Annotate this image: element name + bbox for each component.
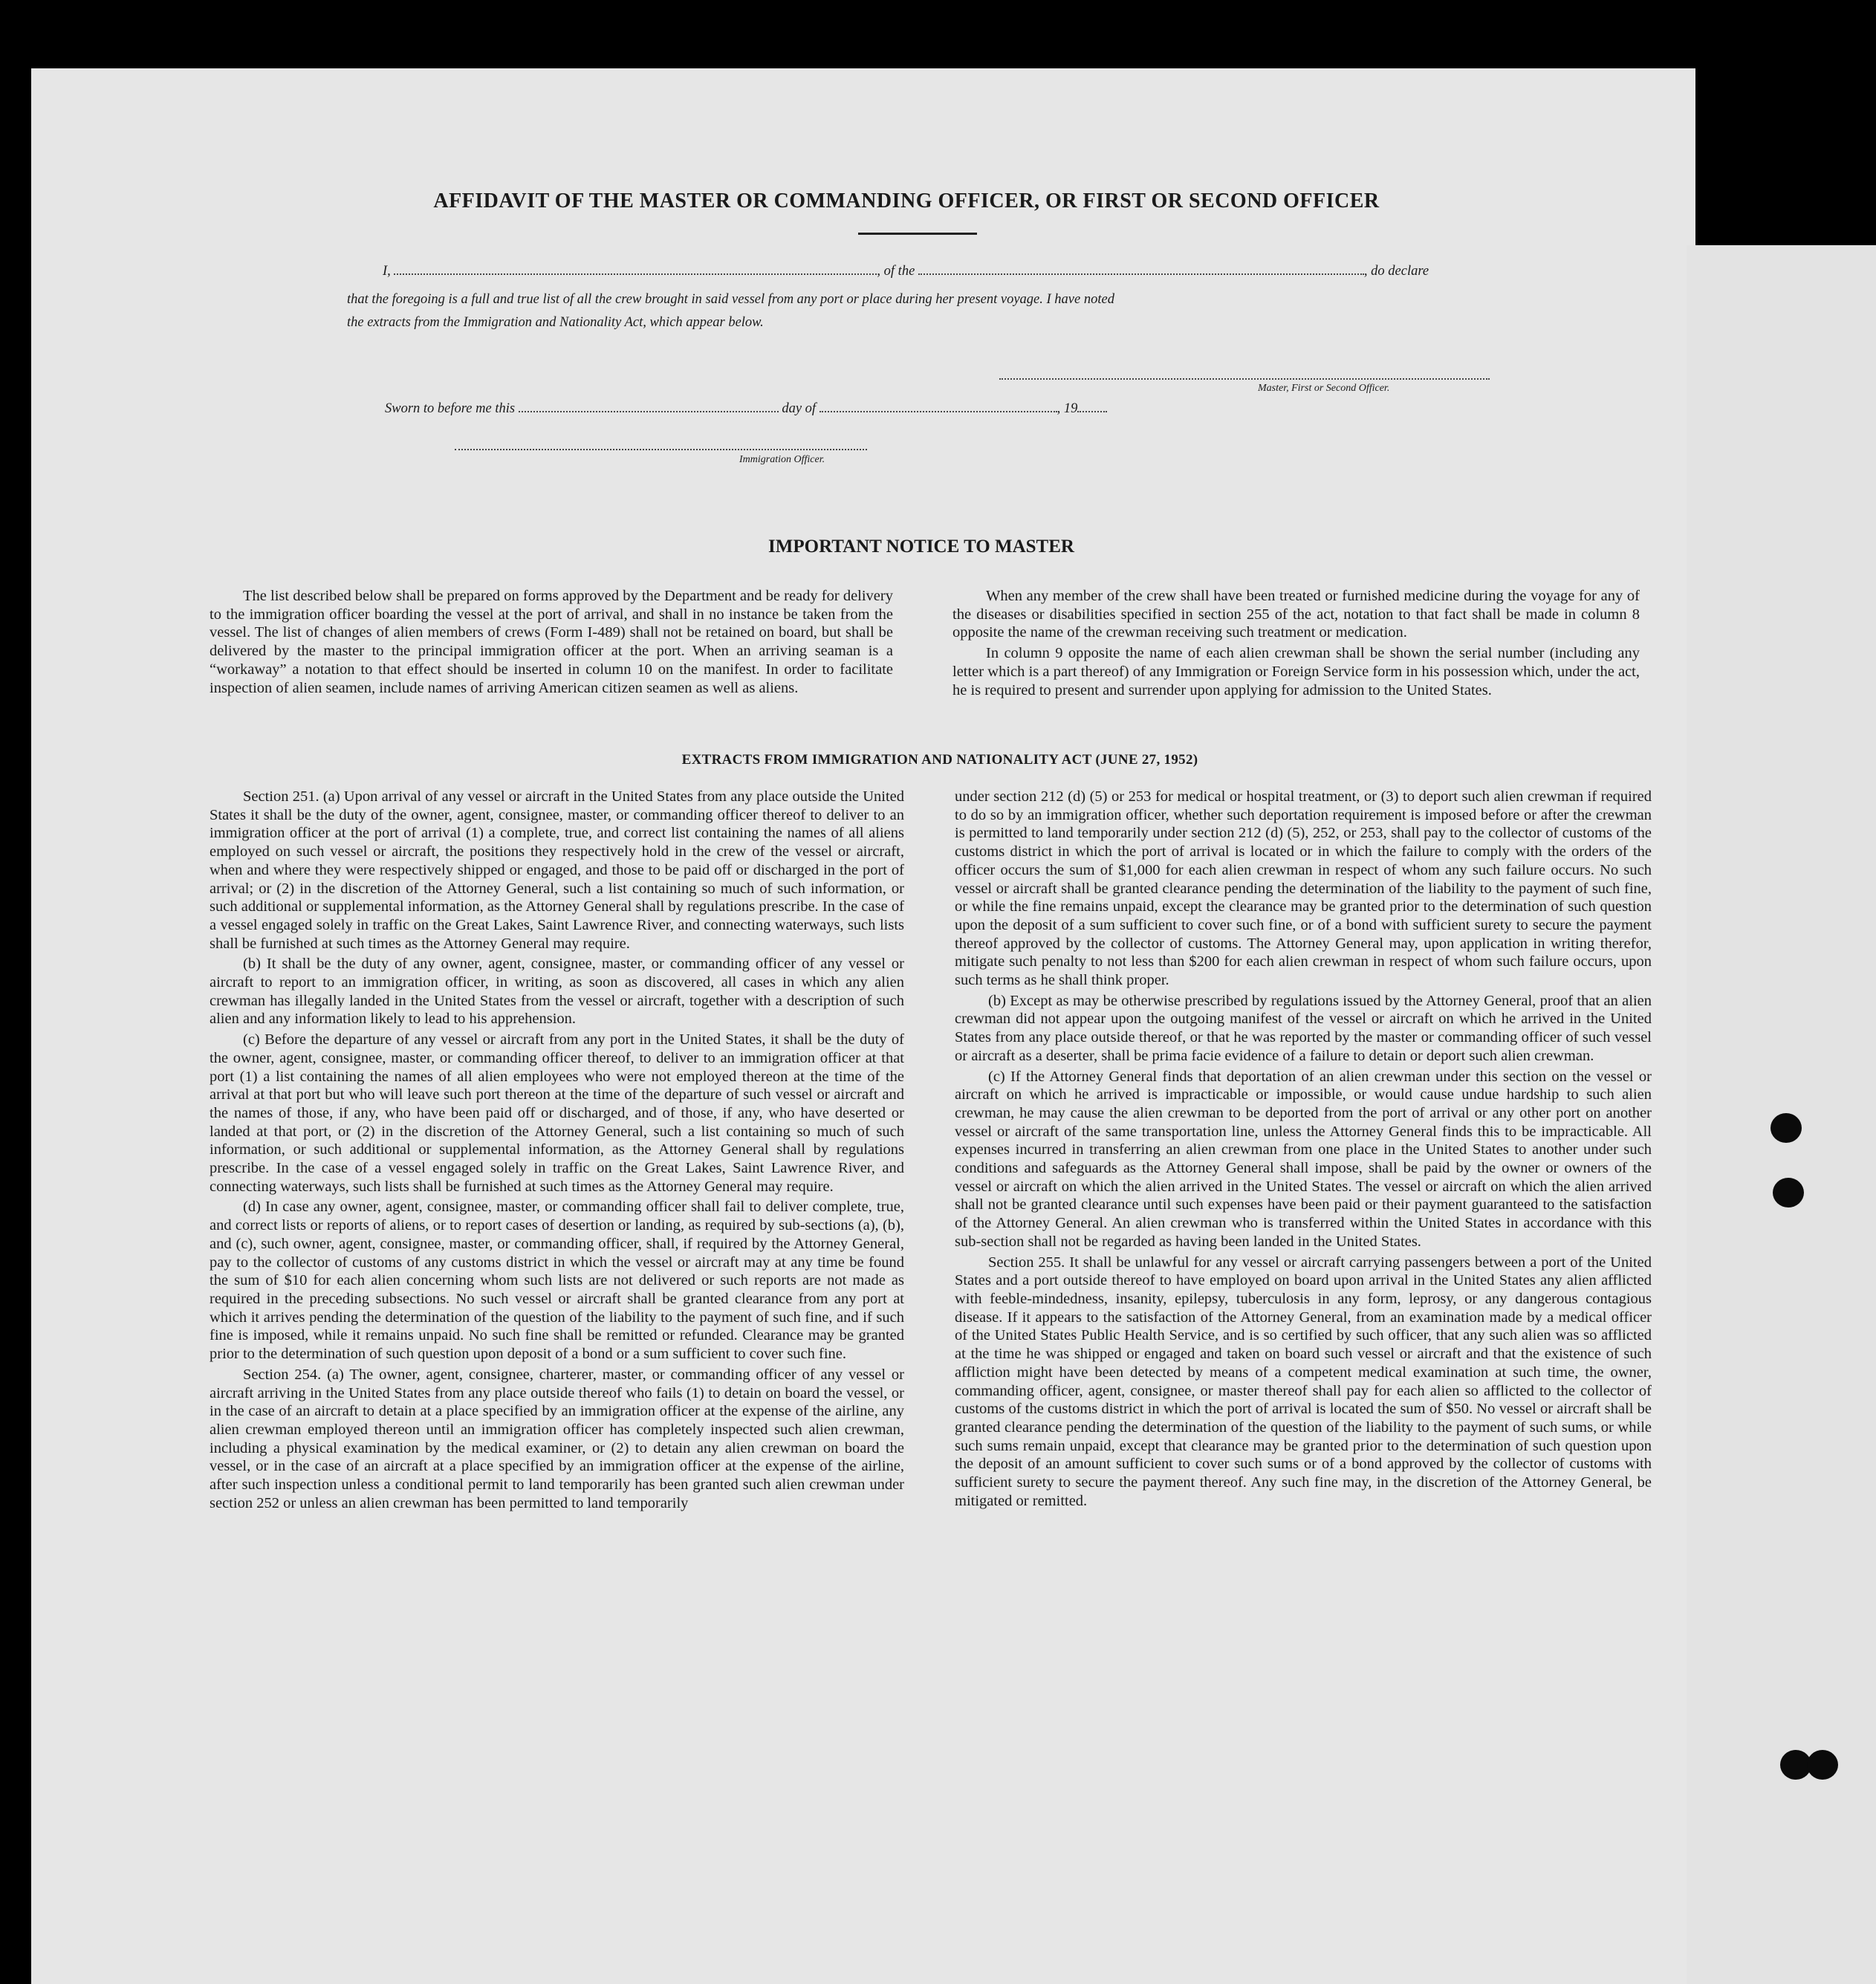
punch-hole <box>1770 1113 1802 1143</box>
vessel-name-field[interactable] <box>918 273 1364 275</box>
day-of-label: day of <box>782 401 817 416</box>
year-label: , 19 <box>1057 401 1078 416</box>
master-caption: Master, First or Second Officer. <box>1258 383 1390 394</box>
title-underline <box>858 233 977 235</box>
sworn-line <box>385 401 1107 417</box>
notice-title: IMPORTANT NOTICE TO MASTER <box>768 536 1074 557</box>
notice-left-column <box>210 587 893 699</box>
extracts-left-column <box>210 788 904 1514</box>
extract-paragraph: Section 254. (a) The owner, agent, consignee, charterer, master, or commanding officer of any vessel or aircraft arriving in the United States from any place outside thereof who fails (1) to detain on board the vessel, or in the case of an aircraft to detain at a place specified by an immigration officer at the expense of the airline, any alien crewman employed thereon until an immigration officer has completely inspected such alien crewman, including a physical examination by the medical examiner, or (2) to detain any alien crewman on board the vessel, or in the case of an aircraft at a place specified by an immigration officer at the expense of the airline, after such inspection unless a conditional permit to land temporarily has been granted such alien crewman under section 252 or unless an alien crewman has been permitted to land temporarily <box>210 1366 904 1511</box>
declarant-label: I, <box>383 264 391 279</box>
extract-paragraph: under section 212 (d) (5) or 253 for medical or hospital treatment, or (3) to deport such alien crewman if required to do so by an immigration officer, whether such deportation requirement is imposed before or after the crewman is permitted to land temporarily under section 212 (d) (5), 252, or 253, shall pay to the collector of customs of the customs district in which the port of arrival is located or in which the failure to comply with the orders of the officer occurs the sum of $1,000 for each alien crewman in respect of whom any such failure occurs. No such vessel or aircraft shall be granted clearance pending the determination of the liability to the payment of such fine, or while the fine remains unpaid, except the clearance may be granted prior to the determination of such question upon the deposit of a sum sufficient to cover such fine, or of a bond with sufficient surety to secure the payment thereof approved by the collector of customs. The Attorney General may, upon application in writing therefor, mitigate such penalty to not less than $200 for each alien crewman in respect of whom such failure occurs, upon such terms as he shall think proper. <box>955 788 1652 989</box>
extracts-title: EXTRACTS FROM IMMIGRATION AND NATIONALITY ACT (JUNE 27, 1952) <box>681 752 1198 768</box>
immigration-officer-signature-field[interactable] <box>455 448 867 450</box>
sworn-year-field[interactable] <box>1077 410 1107 412</box>
declare-label: , do declare <box>1363 264 1429 279</box>
affidavit-line-2: that the foregoing is a full and true list of all the crew brought in said vessel from any port or place during her present voyage. I have noted <box>347 292 1114 307</box>
affidavit-line-3: the extracts from the Immigration and Nationality Act, which appear below. <box>347 315 764 330</box>
extract-paragraph: (b) It shall be the duty of any owner, agent, consignee, master, or commanding officer of any vessel or aircraft to report to an immigration officer, in writing, as soon as discovered, all cases in which any alien crewman has illegally landed in the United States from the vessel or aircraft, together with a description of such alien and any information likely to lead to his apprehension. <box>210 956 904 1028</box>
master-signature-field[interactable] <box>999 377 1490 380</box>
extract-paragraph: (b) Except as may be otherwise prescribed by regulations issued by the Attorney General, proof that an alien crewman did not appear upon the outgoing manifest of the vessel or aircraft on which he arrived in the United States from any place outside thereof, or that he was reported by the master or commanding officer of such vessel or aircraft as a deserter, shall be prima facie evidence of a failure to detain or deport such alien crewman. <box>955 992 1652 1064</box>
extract-paragraph: (d) In case any owner, agent, consignee, master, or commanding officer shall fail to deliver complete, true, and correct lists or reports of aliens, or to report cases of desertion or landing, as required by sub-sections (a), (b), and (c), such owner, agent, consignee, master, or commanding officer, shall, if required by the Attorney General, pay to the collector of customs of any customs district in which the vessel or aircraft may at any time be found the sum of $10 for each alien concerning whom such lists are not delivered or such reports are not made as required in the preceding subsections. No such vessel or aircraft shall be granted clearance from any port at which it arrives pending the determination of the question of the liability to the payment of such fine, and if such fine is imposed, while it remains unpaid. No such fine shall be remitted or refunded. Clearance may be granted prior to the determination of such question upon deposit of a bond or a sum sufficient to cover such fine. <box>210 1199 904 1363</box>
sworn-day-field[interactable] <box>519 410 779 412</box>
sworn-month-field[interactable] <box>819 410 1057 412</box>
notice-paragraph: The list described below shall be prepared on forms approved by the Department and be ready for delivery to the immigration officer boarding the vessel at the port of arrival, and shall in no instance be taken from the vessel. The list of changes of alien members of crews (Form I-489) shall not be retained on board, but shall be delivered by the master to the principal immigration officer at the port. When an arriving seaman is a “workaway” a notation to that effect should be inserted in column 10 on the manifest. In order to facilitate inspection of alien seamen, include names of arriving American citizen seamen as well as aliens. <box>210 588 893 696</box>
affidavit-line-1 <box>383 264 1429 279</box>
affidavit-title: AFFIDAVIT OF THE MASTER OR COMMANDING OFFICER, OR FIRST OR SECOND OFFICER <box>433 189 1380 213</box>
notice-right-column <box>952 587 1640 701</box>
extract-paragraph: (c) If the Attorney General finds that deportation of an alien crewman under this section on the vessel or aircraft on which he arrived is impracticable or impossible, or would cause undue hardship to such alien crewman, he may cause the alien crewman to be deported from the port of arrival or any other port on another vessel or aircraft of the same transportation line, unless the Attorney General finds this to be impracticable. All expenses incurred in transferring an alien crewman from one place in the United States to another under such conditions and safeguards as the Attorney General shall impose, shall be paid by the owner or owners of the vessel or aircraft on which the alien arrived in the United States. The vessel or aircraft on which the alien arrived shall not be granted clearance until such expenses have been paid or their payment guaranteed to the satisfaction of the Attorney General. An alien crewman who is transferred within the United States in accordance with this sub-section shall not be regarded as having been landed in the United States. <box>955 1068 1652 1250</box>
punch-hole <box>1773 1178 1804 1207</box>
extract-paragraph: Section 255. It shall be unlawful for any vessel or aircraft carrying passengers between a port of the United States and a port outside thereof to have employed on board upon arrival in the United States any alien afflicted with feeble-mindedness, insanity, epilepsy, tuberculosis in any form, leprosy, or any dangerous contagious disease. If it appears to the satisfaction of the Attorney General, from an examination made by a medical officer of the United States Public Health Service, and is so certified by such officer, that any such alien was so afflicted at the time he was shipped or engaged and taken on board such vessel or aircraft and that the existence of such affliction might have been detected by means of a competent medical examination at such time, the owner, commanding officer, agent, consignee, or master thereof shall pay for each alien so afflicted to the collector of customs of the customs district in which the port of arrival is located the sum of $50. No vessel or aircraft shall be granted clearance pending the determination of the question of the liability to the payment of such sums, or while such sums remain unpaid, except that clearance may be granted prior to the determination of such question upon the deposit of an amount sufficient to cover such sums or of a bond approved by the collector of customs with sufficient surety to secure the payment thereof. Any such fine may, in the discretion of the Attorney General, be mitigated or remitted. <box>955 1254 1652 1509</box>
notice-paragraph: In column 9 opposite the name of each alien crewman shall be shown the serial number (including any letter which is a part thereof) of any Immigration or Foreign Service form in his possession which, under the act, he is required to present and surrender upon applying for admission to the United States. <box>952 645 1640 698</box>
punch-hole <box>1807 1750 1838 1780</box>
vessel-label: , of the <box>877 264 915 279</box>
immigration-officer-caption: Immigration Officer. <box>739 454 825 465</box>
extract-paragraph: Section 251. (a) Upon arrival of any vessel or aircraft in the United States from any place outside the United States it shall be the duty of the owner, agent, consignee, master, or commanding officer thereof to deliver to an immigration officer at the port of arrival (1) a complete, true, and correct list containing the names of all aliens employed on such vessel or aircraft, the positions they respectively hold in the crew of the vessel or aircraft, when and where they were respectively shipped or engaged, and those to be paid off or discharged in the port of arrival; or (2) in the discretion of the Attorney General, such a list containing so much of such information, or such additional or supplemental information, as the Attorney General shall by regulations prescribe. In the case of a vessel engaged solely in traffic on the Great Lakes, Saint Lawrence River, and connecting waterways, such lists shall be furnished at such times as the Attorney General may require. <box>210 788 904 952</box>
declarant-name-field[interactable] <box>394 273 877 275</box>
extracts-right-column <box>955 788 1652 1512</box>
notice-paragraph: When any member of the crew shall have been treated or furnished medicine during the voyage for any of the diseases or disabilities specified in section 255 of the act, notation to that fact shall be made in column 8 opposite the name of the crewman receiving such treatment or medication. <box>952 588 1640 641</box>
extract-paragraph: (c) Before the departure of any vessel or aircraft from any port in the United States, it shall be the duty of the owner, agent, consignee, master, or commanding officer thereof, to deliver to an immigration officer at that port (1) a list containing the names of all alien employees who were not employed thereon at the time of the arrival at that port but who will leave such port thereon at the time of the departure of such vessel or aircraft and the names of those, if any, who have been paid off or discharged, and of those, if any, who have deserted or landed at that port, or (2) in the discretion of the Attorney General, such a list containing so much of such information, or such additional or supplemental information, as the Attorney General shall by regulations prescribe. In the case of a vessel engaged solely in traffic on the Great Lakes, Saint Lawrence River, and connecting waterways, such lists shall be furnished at such times as the Attorney General may require. <box>210 1031 904 1195</box>
sworn-label: Sworn to before me this <box>385 401 516 416</box>
